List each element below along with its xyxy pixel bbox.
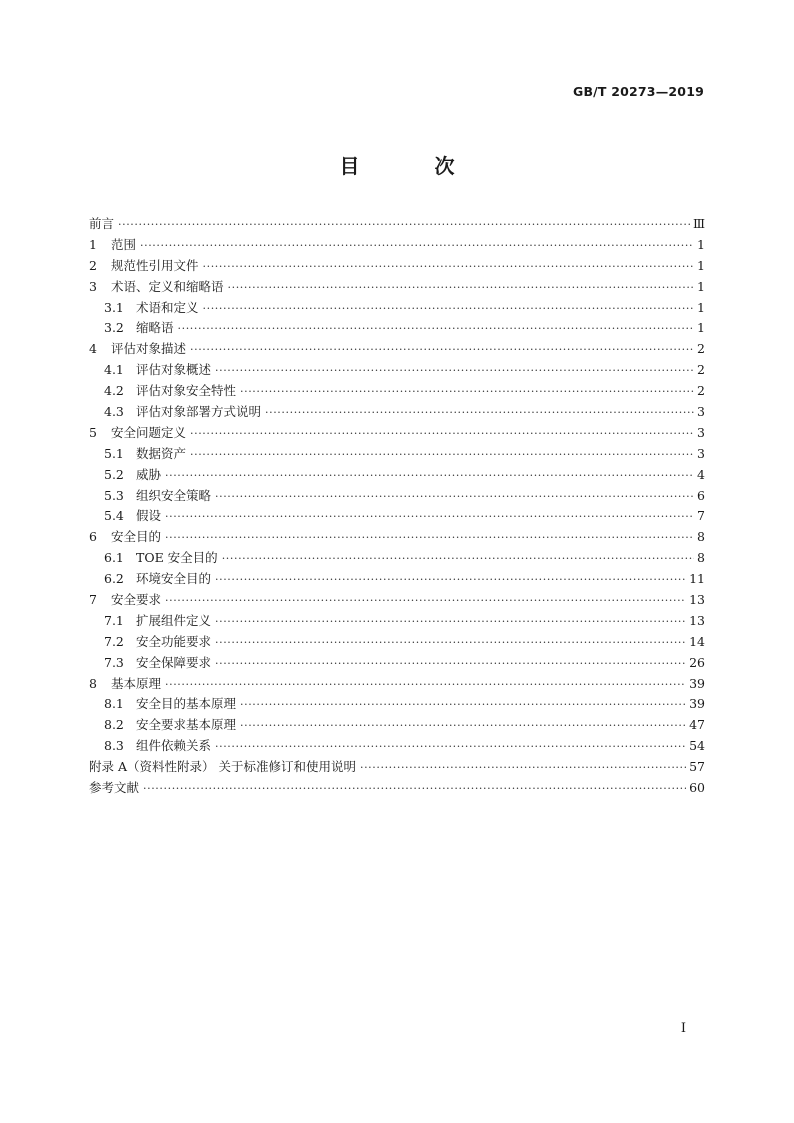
dot-leader — [215, 657, 686, 670]
toc-entry[interactable] — [89, 214, 705, 235]
toc-entry-number: 7.2 — [104, 633, 124, 649]
toc-entry-page: 54 — [689, 738, 705, 754]
toc-entry-label: 基本原理 — [111, 675, 162, 691]
dot-leader — [165, 510, 694, 523]
toc-entry-number: 8 — [89, 675, 97, 691]
toc-entry-page: 7 — [697, 508, 705, 524]
toc-entry-page: 47 — [689, 717, 705, 733]
dot-leader — [203, 260, 695, 273]
toc-entry-label: 术语和定义 — [136, 299, 199, 315]
toc-entry-page: 26 — [689, 654, 705, 670]
toc-entry-label: 规范性引用文件 — [111, 257, 199, 273]
toc-entry[interactable] — [89, 632, 705, 653]
toc-entry-label: 威胁 — [136, 466, 162, 482]
toc-entry-label: 安全功能要求 — [136, 633, 212, 649]
dot-leader — [140, 239, 694, 252]
toc-entry-page: 60 — [689, 780, 705, 796]
dot-leader — [215, 615, 686, 628]
toc-entry[interactable] — [89, 360, 705, 381]
toc-entry[interactable] — [89, 590, 705, 611]
toc-entry-page: 2 — [697, 383, 705, 399]
dot-leader — [178, 322, 695, 335]
toc-entry[interactable] — [89, 548, 705, 569]
toc-entry-number: 7.1 — [104, 612, 124, 628]
dot-leader — [360, 761, 686, 774]
toc-entry-number: 4.3 — [104, 404, 124, 420]
toc-entry-label: 评估对象安全特性 — [136, 383, 237, 399]
table-of-contents — [89, 214, 705, 799]
dot-leader — [203, 302, 695, 315]
toc-entry-label: 扩展组件定义 — [136, 612, 212, 628]
toc-entry-page: 1 — [697, 257, 705, 273]
toc-entry-number: 8.3 — [104, 738, 124, 754]
toc-entry-label: 环境安全目的 — [136, 571, 212, 587]
toc-entry[interactable] — [89, 527, 705, 548]
toc-entry-label: 组件依赖关系 — [136, 738, 212, 754]
toc-entry-label: 安全问题定义 — [111, 424, 187, 440]
toc-entry-number: 8.1 — [104, 696, 124, 712]
toc-entry-page: 3 — [697, 404, 705, 420]
dot-leader — [165, 678, 686, 691]
toc-entry-number: 1 — [89, 236, 97, 252]
toc-entry-page: 8 — [697, 550, 705, 566]
toc-entry-page: 11 — [689, 571, 705, 587]
dot-leader — [190, 343, 694, 356]
toc-entry-label: 评估对象描述 — [111, 341, 187, 357]
dot-leader — [240, 385, 694, 398]
toc-entry-label: 参考文献 — [89, 780, 140, 796]
toc-entry-label: 假设 — [136, 508, 162, 524]
toc-entry-number: 3 — [89, 278, 97, 294]
dot-leader — [165, 531, 694, 544]
toc-entry-label: 组织安全策略 — [136, 487, 212, 503]
toc-entry[interactable] — [89, 235, 705, 256]
toc-entry-label: 附录 A（资料性附录） 关于标准修订和使用说明 — [89, 759, 356, 775]
toc-entry[interactable] — [89, 402, 705, 423]
dot-leader — [215, 364, 694, 377]
toc-entry-number: 4.1 — [104, 362, 124, 378]
dot-leader — [215, 573, 686, 586]
toc-entry-page: 6 — [697, 487, 705, 503]
toc-entry-number: 4.2 — [104, 383, 124, 399]
toc-entry-number: 8.2 — [104, 717, 124, 733]
dot-leader — [165, 594, 686, 607]
toc-entry-number: 6 — [89, 529, 97, 545]
toc-entry-page: 2 — [697, 362, 705, 378]
toc-entry-number: 6.2 — [104, 571, 124, 587]
toc-entry-page: 8 — [697, 529, 705, 545]
toc-entry[interactable] — [89, 653, 705, 674]
toc-entry-number: 7 — [89, 592, 97, 608]
toc-entry-label: 前言 — [89, 216, 115, 231]
toc-entry-label: 评估对象部署方式说明 — [136, 404, 262, 420]
dot-leader — [222, 552, 694, 565]
toc-entry-page: 2 — [697, 341, 705, 357]
toc-entry[interactable] — [89, 423, 705, 444]
toc-entry[interactable] — [89, 611, 705, 632]
toc-entry-page: 13 — [689, 592, 705, 608]
toc-entry[interactable] — [89, 465, 705, 486]
toc-entry-number: 3.2 — [104, 320, 124, 336]
toc-entry-label: 安全目的基本原理 — [136, 696, 237, 712]
toc-entry-page: 39 — [689, 675, 705, 691]
toc-entry-page: 1 — [697, 236, 705, 252]
dot-leader — [215, 740, 686, 753]
toc-entry[interactable] — [89, 736, 705, 757]
toc-entry[interactable] — [89, 381, 705, 402]
standard-code: GB/T 20273—2019 — [572, 84, 704, 99]
toc-entry-number: 6.1 — [104, 550, 124, 566]
dot-leader — [228, 281, 695, 294]
dot-leader — [265, 406, 694, 419]
toc-entry-page: 3 — [697, 445, 705, 461]
toc-entry-page: 57 — [689, 759, 705, 775]
toc-entry-number: 4 — [89, 341, 97, 357]
toc-entry[interactable] — [89, 339, 705, 360]
toc-entry-label: 术语、定义和缩略语 — [111, 278, 224, 294]
toc-entry[interactable] — [89, 298, 705, 319]
toc-entry-label: 数据资产 — [136, 445, 187, 461]
toc-entry-number: 5.3 — [104, 487, 124, 503]
toc-entry-label: 评估对象概述 — [136, 362, 212, 378]
toc-entry[interactable] — [89, 569, 705, 590]
toc-entry[interactable] — [89, 694, 705, 715]
toc-entry-page: 3 — [697, 424, 705, 440]
toc-entry-number: 3.1 — [104, 299, 124, 315]
toc-entry-number: 2 — [89, 257, 97, 273]
toc-entry[interactable] — [89, 674, 705, 695]
toc-entry-page: 4 — [697, 466, 705, 482]
page-title: 目 次 — [339, 154, 489, 178]
toc-entry[interactable] — [89, 778, 705, 799]
dot-leader — [190, 427, 694, 440]
dot-leader — [165, 469, 694, 482]
toc-entry-label: 安全目的 — [111, 529, 162, 545]
toc-entry[interactable] — [89, 318, 705, 339]
toc-entry-number: 7.3 — [104, 654, 124, 670]
toc-entry-label: 安全要求基本原理 — [136, 717, 237, 733]
toc-entry[interactable] — [89, 256, 705, 277]
toc-entry-label: 安全要求 — [111, 592, 162, 608]
toc-entry[interactable] — [89, 486, 705, 507]
toc-entry-page: 1 — [697, 320, 705, 336]
toc-entry-page: 13 — [689, 612, 705, 628]
toc-entry-label: 范围 — [111, 236, 137, 252]
toc-entry-number: 5.1 — [104, 445, 124, 461]
toc-entry[interactable] — [89, 444, 705, 465]
dot-leader — [215, 636, 686, 649]
toc-entry-page: 1 — [697, 299, 705, 315]
dot-leader — [215, 490, 694, 503]
toc-entry-number: 5 — [89, 424, 97, 440]
toc-entry-number: 5.2 — [104, 466, 124, 482]
dot-leader — [240, 719, 686, 732]
toc-entry-page: 14 — [689, 633, 705, 649]
dot-leader — [190, 448, 694, 461]
toc-entry[interactable] — [89, 715, 705, 736]
toc-entry[interactable] — [89, 506, 705, 527]
toc-entry-label: 安全保障要求 — [136, 654, 212, 670]
toc-entry-number: 5.4 — [104, 508, 124, 524]
page-number: I — [680, 1021, 686, 1036]
dot-leader — [143, 782, 686, 795]
toc-entry-label: 缩略语 — [136, 320, 174, 336]
toc-entry[interactable] — [89, 277, 705, 298]
toc-entry-page: 1 — [697, 278, 705, 294]
toc-entry-page: Ⅲ — [692, 216, 705, 231]
toc-entry-label: TOE 安全目的 — [136, 550, 218, 566]
toc-entry-page: 39 — [689, 696, 705, 712]
dot-leader — [240, 698, 686, 711]
toc-entry[interactable] — [89, 757, 705, 778]
dot-leader — [118, 218, 690, 231]
